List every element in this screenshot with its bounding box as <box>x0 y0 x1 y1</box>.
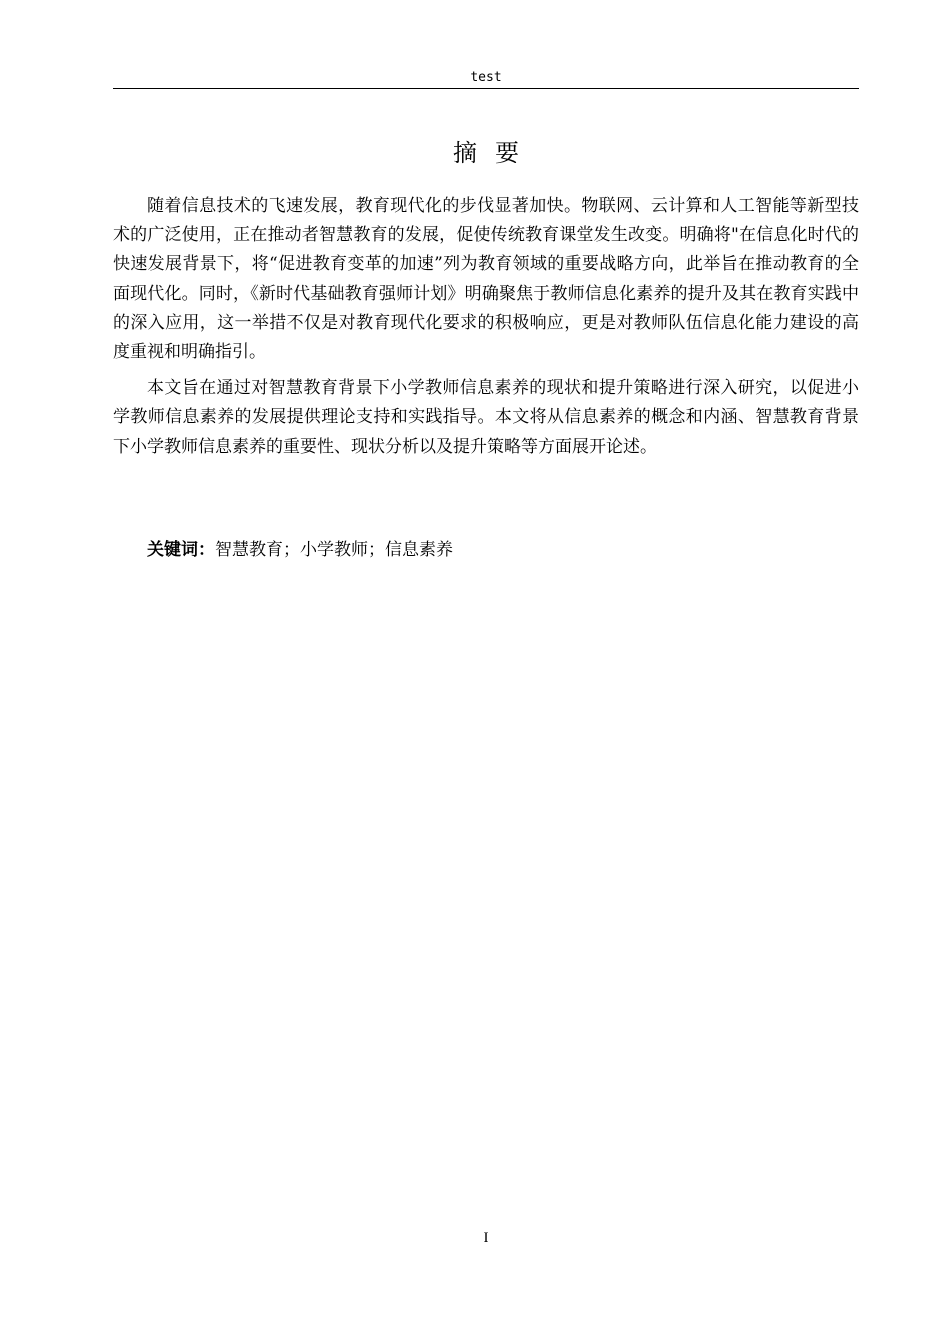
abstract-paragraph-1: 随着信息技术的飞速发展，教育现代化的步伐显著加快。物联网、云计算和人工智能等新型技术的广泛使用，正在推动者智慧教育的发展，促使传统教育课堂发生改变。明确将"在信息化时代的快速发展背景下，将“促进教育变革的加速”列为教育领域的重要战略方向，此举旨在推动教育的全面现代化。同时，《新时代基础教育强师计划》明确聚焦于教师信息化素养的提升及其在教育实践中的深入应用，这一举措不仅是对教育现代化要求的积极响应，更是对教师队伍信息化能力建设的高度重视和明确指引。 <box>113 196 859 363</box>
keywords-value: 智慧教育；小学教师；信息素养 <box>215 540 453 560</box>
page-header <box>113 68 859 89</box>
abstract-paragraph-2: 本文旨在通过对智慧教育背景下小学教师信息素养的现状和提升策略进行深入研究，以促进小学教师信息素养的发展提供理论支持和实践指导。本文将从信息素养的概念和内涵、智慧教育背景下小学教师信息素养的重要性、现状分析以及提升策略等方面展开论述。 <box>113 378 859 457</box>
page-number: I <box>483 1230 489 1246</box>
abstract-title: 摘要 <box>453 139 537 167</box>
keywords-label: 关键词： <box>147 540 215 560</box>
keywords-line <box>147 536 453 565</box>
abstract-body <box>113 192 859 469</box>
header-text: test <box>470 70 502 85</box>
